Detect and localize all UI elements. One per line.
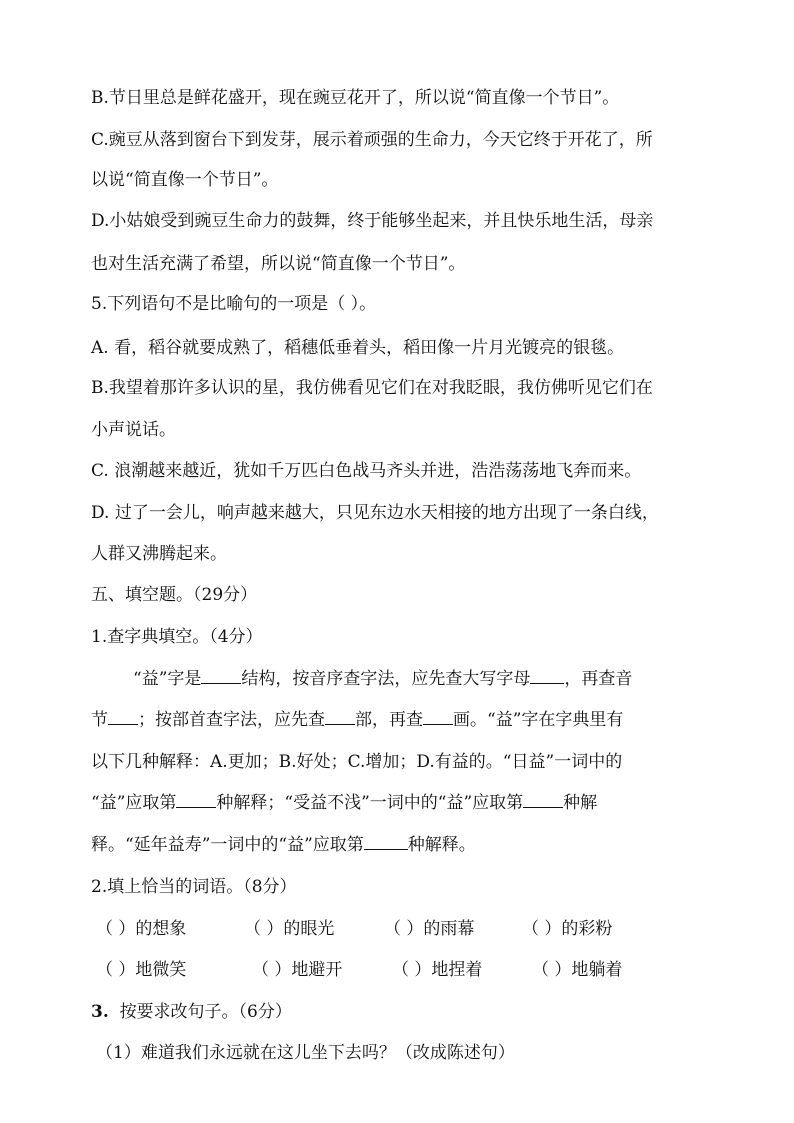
q1-l2-d: 画。“益”字在字典里有 — [453, 710, 624, 730]
section5-title: 五、填空题。（29分） — [91, 585, 258, 605]
q4-option-c-line1: C.豌豆从落到窗台下到发芽，展示着顽强的生命力，今天它终于开花了，所 — [91, 130, 653, 150]
q1-l4-a: “益”应取第 — [91, 793, 177, 813]
q4-option-c-line2: 以说“简直像一个节日”。 — [91, 170, 279, 190]
q5-option-d-line1: D. 过了一会儿，响声越来越大，只见东边水天相接的地方出现了一条白线， — [91, 503, 659, 523]
q2-row1-item3[interactable]: （ ）的雨幕 — [384, 919, 475, 939]
q1-l2-a: 节 — [91, 710, 108, 730]
q5-option-b-line2: 小声说话。 — [91, 420, 176, 440]
q5-option-a: A. 看，稻谷就要成熟了，稻穗低垂着头，稻田像一片月光镀亮的银毯。 — [91, 338, 625, 358]
q1-title: 1.查字典填空。（4分） — [91, 627, 263, 647]
blank-radical[interactable] — [325, 708, 355, 725]
q1-l2-b: ；按部首查字法，应先查 — [138, 710, 325, 730]
q5-option-d-line2: 人群又沸腾起来。 — [91, 544, 227, 564]
q5-option-b-line1: B.我望着那许多认识的星，我仿佛看见它们在对我眨眼，我仿佛听见它们在 — [91, 378, 653, 398]
q1-line3: 以下几种解释：A.更加；B.好处；C.增加；D.有益的。“日益”一词中的 — [91, 752, 623, 772]
q4-option-d-line2: 也对生活充满了希望，所以说“简直像一个节日”。 — [91, 254, 466, 274]
q1-l5-b: 种解释。 — [407, 835, 476, 855]
q3-title-line — [91, 1000, 292, 1024]
q2-row2-item3[interactable]: （ ）地捏着 — [392, 960, 483, 980]
blank-capital-letter[interactable] — [530, 667, 564, 684]
q5-option-c: C. 浪潮越来越近，犹如千万匹白色战马齐头并进，浩浩荡荡地飞奔而来。 — [91, 461, 642, 481]
q1-l2-c: 部，再查 — [355, 710, 423, 730]
q1-line1 — [133, 667, 632, 691]
q1-l1-b: 结构，按音序查字法，应先查大写字母 — [241, 669, 531, 689]
q2-row1-item4[interactable]: （ ）的彩粉 — [522, 919, 613, 939]
q5-question: 5.下列语句不是比喻句的一项是（ ）。 — [91, 294, 377, 314]
blank-syllable[interactable] — [108, 708, 138, 725]
q1-l1-a: “益”字是 — [133, 669, 202, 689]
blank-meaning-shouyi[interactable] — [523, 791, 563, 808]
q1-l5-a: 释。“延年益寿”一词中的“益”应取第 — [91, 835, 364, 855]
blank-meaning-yannian[interactable] — [364, 833, 408, 850]
q1-l4-c: 种解 — [563, 793, 598, 813]
q1-l1-c: ，再查音 — [564, 669, 633, 689]
q4-option-d-line1: D.小姑娘受到豌豆生命力的鼓舞，终于能够坐起来，并且快乐地生活，母亲 — [91, 211, 654, 231]
q2-row2-item4[interactable]: （ ）地躺着 — [532, 960, 623, 980]
q2-row2-item2[interactable]: （ ）地避开 — [252, 960, 343, 980]
q2-title: 2.填上恰当的词语。（8分） — [91, 877, 297, 897]
blank-structure[interactable] — [201, 667, 241, 684]
blank-strokes[interactable] — [423, 708, 453, 725]
q3-title: 按要求改句子。（6分） — [119, 1002, 292, 1022]
q1-l4-b: 种解释；“受益不浅”一词中的“益”应取第 — [216, 793, 524, 813]
q2-row1-item1[interactable]: （ ）的想象 — [96, 919, 187, 939]
q1-line2 — [91, 708, 623, 732]
q2-row2 — [96, 958, 622, 982]
q4-option-b: B.节日里总是鲜花盛开，现在豌豆花开了，所以说“简直像一个节日”。 — [91, 88, 620, 108]
q1-line5 — [91, 833, 476, 857]
blank-meaning-riyi[interactable] — [176, 791, 216, 808]
q2-row1-item2[interactable]: （ ）的眼光 — [244, 919, 335, 939]
q3-number: 3. — [91, 1002, 109, 1022]
q1-line4 — [91, 791, 597, 815]
q3-item1: （1）难道我们永远就在这儿坐下去吗？（改成陈述句） — [96, 1043, 515, 1063]
q2-row1 — [96, 917, 612, 941]
q2-row2-item1[interactable]: （ ）地微笑 — [96, 960, 187, 980]
